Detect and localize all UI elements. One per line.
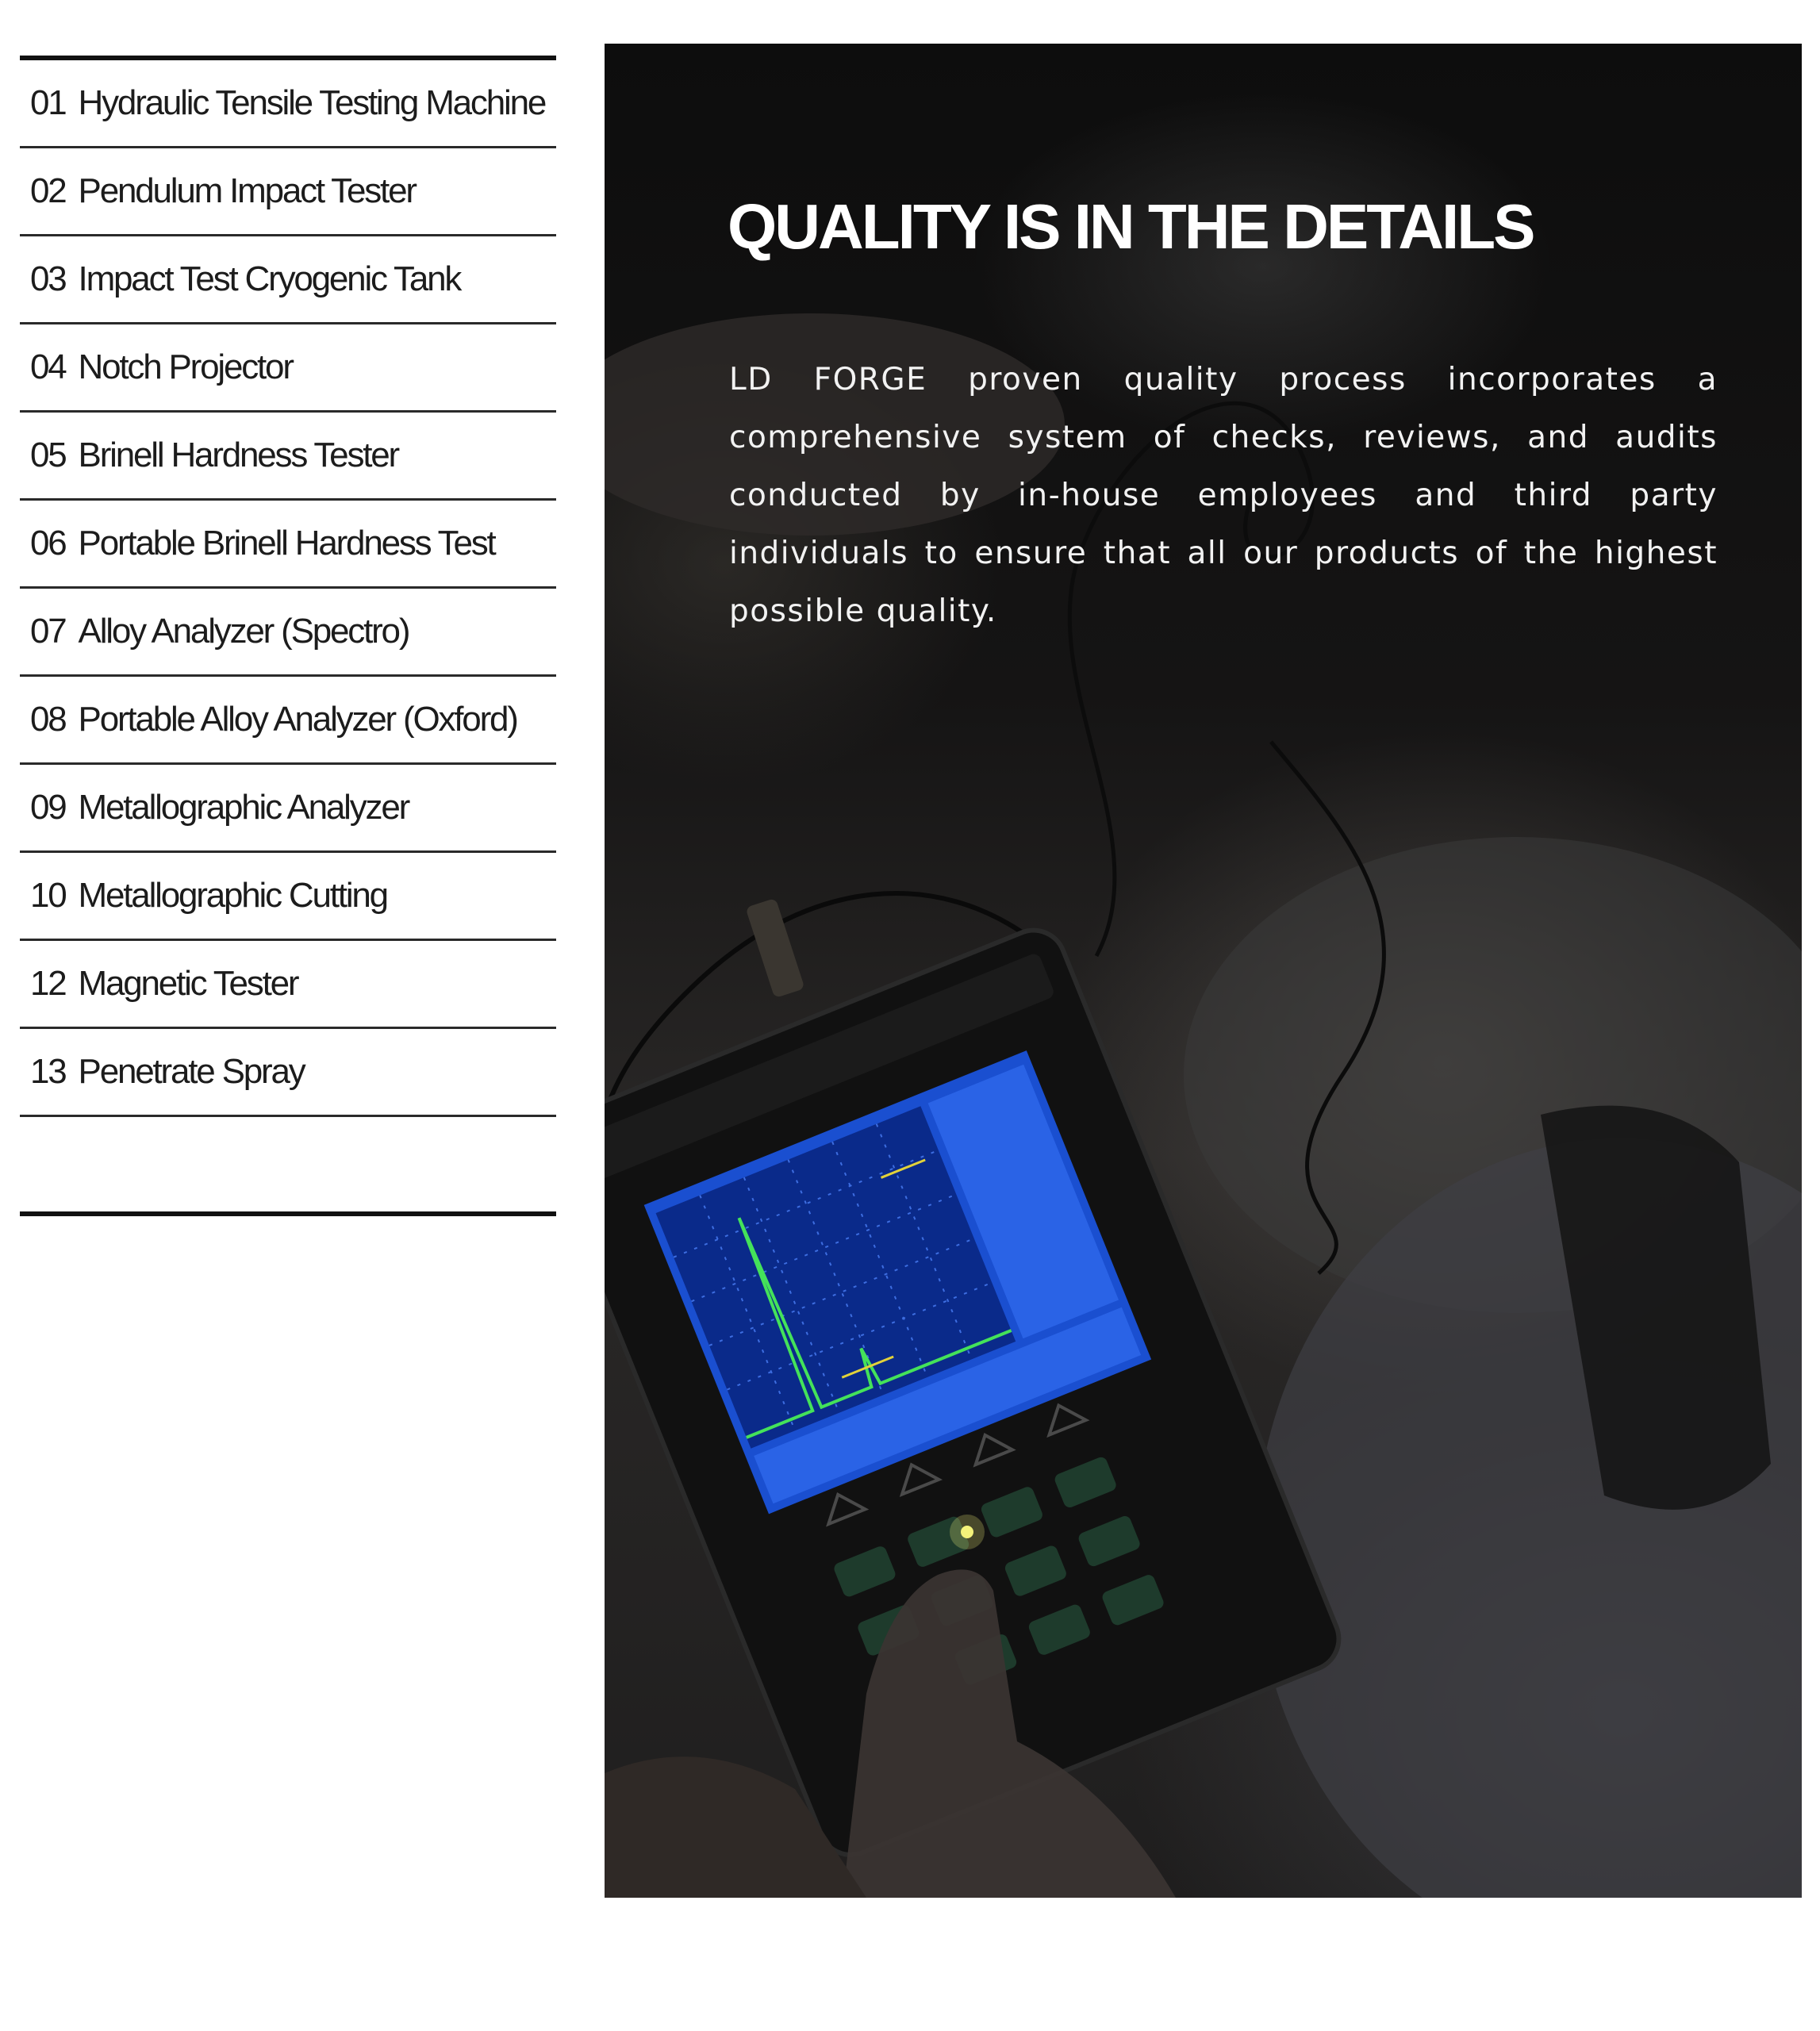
equipment-list xyxy=(20,56,556,1117)
equipment-list-item xyxy=(20,765,556,853)
equipment-list-item xyxy=(20,324,556,413)
equipment-item-number: 03 xyxy=(30,259,66,298)
equipment-list-item xyxy=(20,1029,556,1117)
equipment-item-number: 09 xyxy=(30,788,66,827)
equipment-item-number: 05 xyxy=(30,436,66,474)
equipment-item-number: 07 xyxy=(30,612,66,651)
equipment-item-number: 10 xyxy=(30,876,66,915)
equipment-item-number: 01 xyxy=(30,83,66,122)
equipment-list-item xyxy=(20,501,556,589)
equipment-item-number: 06 xyxy=(30,524,66,562)
equipment-item-label: Metallographic Analyzer xyxy=(78,788,409,827)
equipment-item-label: Brinell Hardness Tester xyxy=(78,436,398,474)
equipment-item-label: Portable Brinell Hardness Test xyxy=(78,524,495,562)
equipment-item-number: 13 xyxy=(30,1052,66,1091)
equipment-list-item xyxy=(20,677,556,765)
hero-panel xyxy=(605,44,1802,1898)
equipment-list-item xyxy=(20,853,556,941)
equipment-item-number: 04 xyxy=(30,347,66,386)
equipment-item-label: Pendulum Impact Tester xyxy=(78,171,416,210)
equipment-list-item xyxy=(20,60,556,148)
equipment-item-number: 08 xyxy=(30,700,66,739)
equipment-item-label: Alloy Analyzer (Spectro) xyxy=(78,612,409,651)
equipment-list-item xyxy=(20,941,556,1029)
hero-title: QUALITY IS IN THE DETAILS xyxy=(728,191,1534,262)
equipment-list-item xyxy=(20,236,556,324)
equipment-item-label: Notch Projector xyxy=(78,347,293,386)
equipment-item-number: 12 xyxy=(30,964,66,1003)
equipment-items xyxy=(20,60,556,1117)
equipment-list-item xyxy=(20,589,556,677)
list-bottom-divider xyxy=(20,1211,556,1216)
equipment-item-label: Penetrate Spray xyxy=(78,1052,305,1091)
equipment-item-label: Hydraulic Tensile Testing Machine xyxy=(78,83,546,122)
equipment-item-label: Magnetic Tester xyxy=(78,964,298,1003)
equipment-item-number: 02 xyxy=(30,171,66,210)
equipment-item-label: Metallographic Cutting xyxy=(78,876,387,915)
hero-description: LD FORGE proven quality process incorporates a comprehensive system of checks, reviews, and audits conducted by in-house employees and third party individuals to ensure that all our products of the highest possible quality. xyxy=(729,362,1718,629)
equipment-item-label: Portable Alloy Analyzer (Oxford) xyxy=(78,700,517,739)
equipment-list-item xyxy=(20,148,556,236)
flaw-detector-photo xyxy=(605,44,1802,1898)
equipment-item-label: Impact Test Cryogenic Tank xyxy=(78,259,461,298)
equipment-list-item xyxy=(20,413,556,501)
